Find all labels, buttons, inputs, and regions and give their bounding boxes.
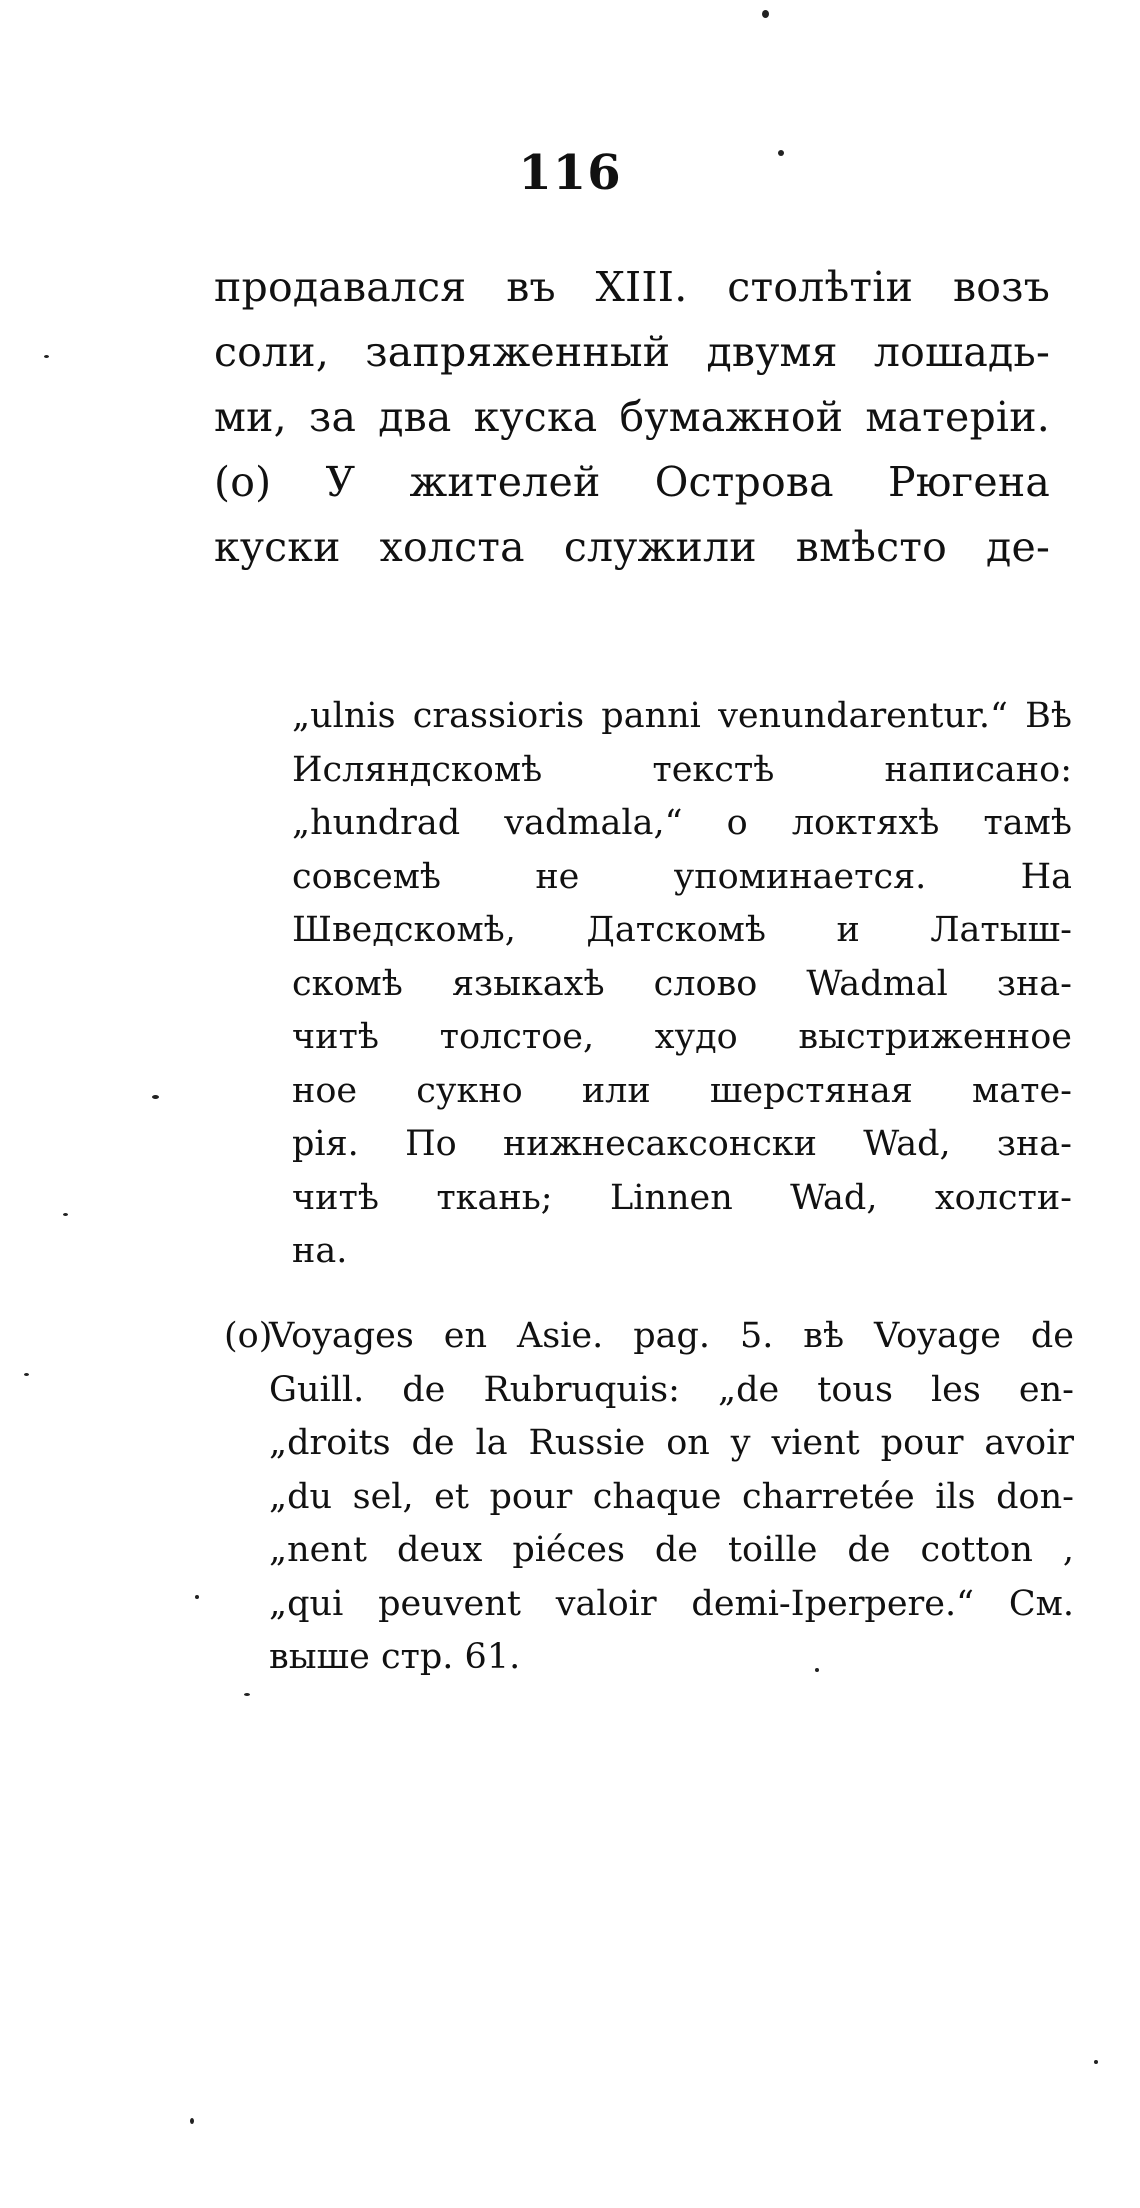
footnote-line: рiя. По нижнесаксонски Wad, зна- — [292, 1124, 1072, 1164]
footnote-line: Guill. de Rubruquis: „de tous les en- — [269, 1369, 1074, 1410]
footnote-o — [224, 1310, 1074, 1685]
scan-speck — [195, 1595, 199, 1599]
footnote-body — [269, 1310, 1074, 1685]
main-text-line: продавался въ XIII. столѣтiи возъ — [214, 263, 1050, 311]
footnote-line: „droits de la Russie on y vient pour avoir — [269, 1423, 1074, 1463]
main-text-line: куски холста служили вмѣсто де- — [214, 523, 1050, 571]
footnote-line: „nent deux piéces de toille de cotton , — [269, 1530, 1074, 1570]
footnote-line: Voyages en Asie. pag. 5. вѣ Voyage de — [269, 1316, 1074, 1356]
main-text-block — [214, 255, 1050, 580]
scan-speck — [762, 10, 769, 18]
scan-speck — [63, 1213, 68, 1216]
footnote-line: читѣ ткань; Linnen Wad, холсти- — [292, 1177, 1072, 1218]
scan-speck — [24, 1373, 29, 1376]
footnote-line: выше стр. 61. — [269, 1637, 521, 1677]
main-text-line: (о) У жителей Острова Рюгена — [214, 458, 1050, 506]
scan-speck — [152, 1095, 159, 1099]
footnote-line: читѣ толстое, худо выстриженное — [292, 1017, 1072, 1057]
footnote-line: совсемѣ не упоминается. На — [292, 856, 1072, 897]
page-number: 116 — [518, 145, 622, 201]
main-text-line: соли, запряженный двумя лошадь- — [214, 328, 1050, 376]
footnote-line: „qui peuvent valoir demi-Iperpere.“ См. — [269, 1583, 1074, 1624]
footnote-line: Шведскомѣ, Датскомѣ и Латыш- — [292, 910, 1072, 950]
scan-speck — [815, 1668, 819, 1672]
footnote-line: ное сукно или шерстяная мате- — [292, 1070, 1072, 1111]
footnote-line: „du sel, et pour chaque charretée ils don- — [269, 1476, 1074, 1517]
footnote-line: на. — [292, 1231, 348, 1271]
footnote-continuation — [292, 690, 1072, 1279]
scan-speck — [190, 2118, 194, 2124]
footnote-line: Исляндскомѣ текстѣ написано: — [292, 749, 1072, 790]
scan-speck — [44, 355, 49, 358]
footnote-line: скомѣ языкахѣ слово Wadmal зна- — [292, 963, 1072, 1004]
footnote-line: „ulnis crassioris panni venundarentur.“ Вѣ — [292, 696, 1072, 736]
footnote-marker: (о) — [224, 1316, 273, 1356]
scan-speck — [778, 150, 784, 156]
main-text-line: ми, за два куска бумажной матерiи. — [214, 393, 1050, 441]
scan-speck — [1094, 2060, 1098, 2064]
scan-speck — [244, 1693, 250, 1696]
footnote-line: „hundrad vadmala,“ о локтяхѣ тамѣ — [292, 803, 1072, 843]
